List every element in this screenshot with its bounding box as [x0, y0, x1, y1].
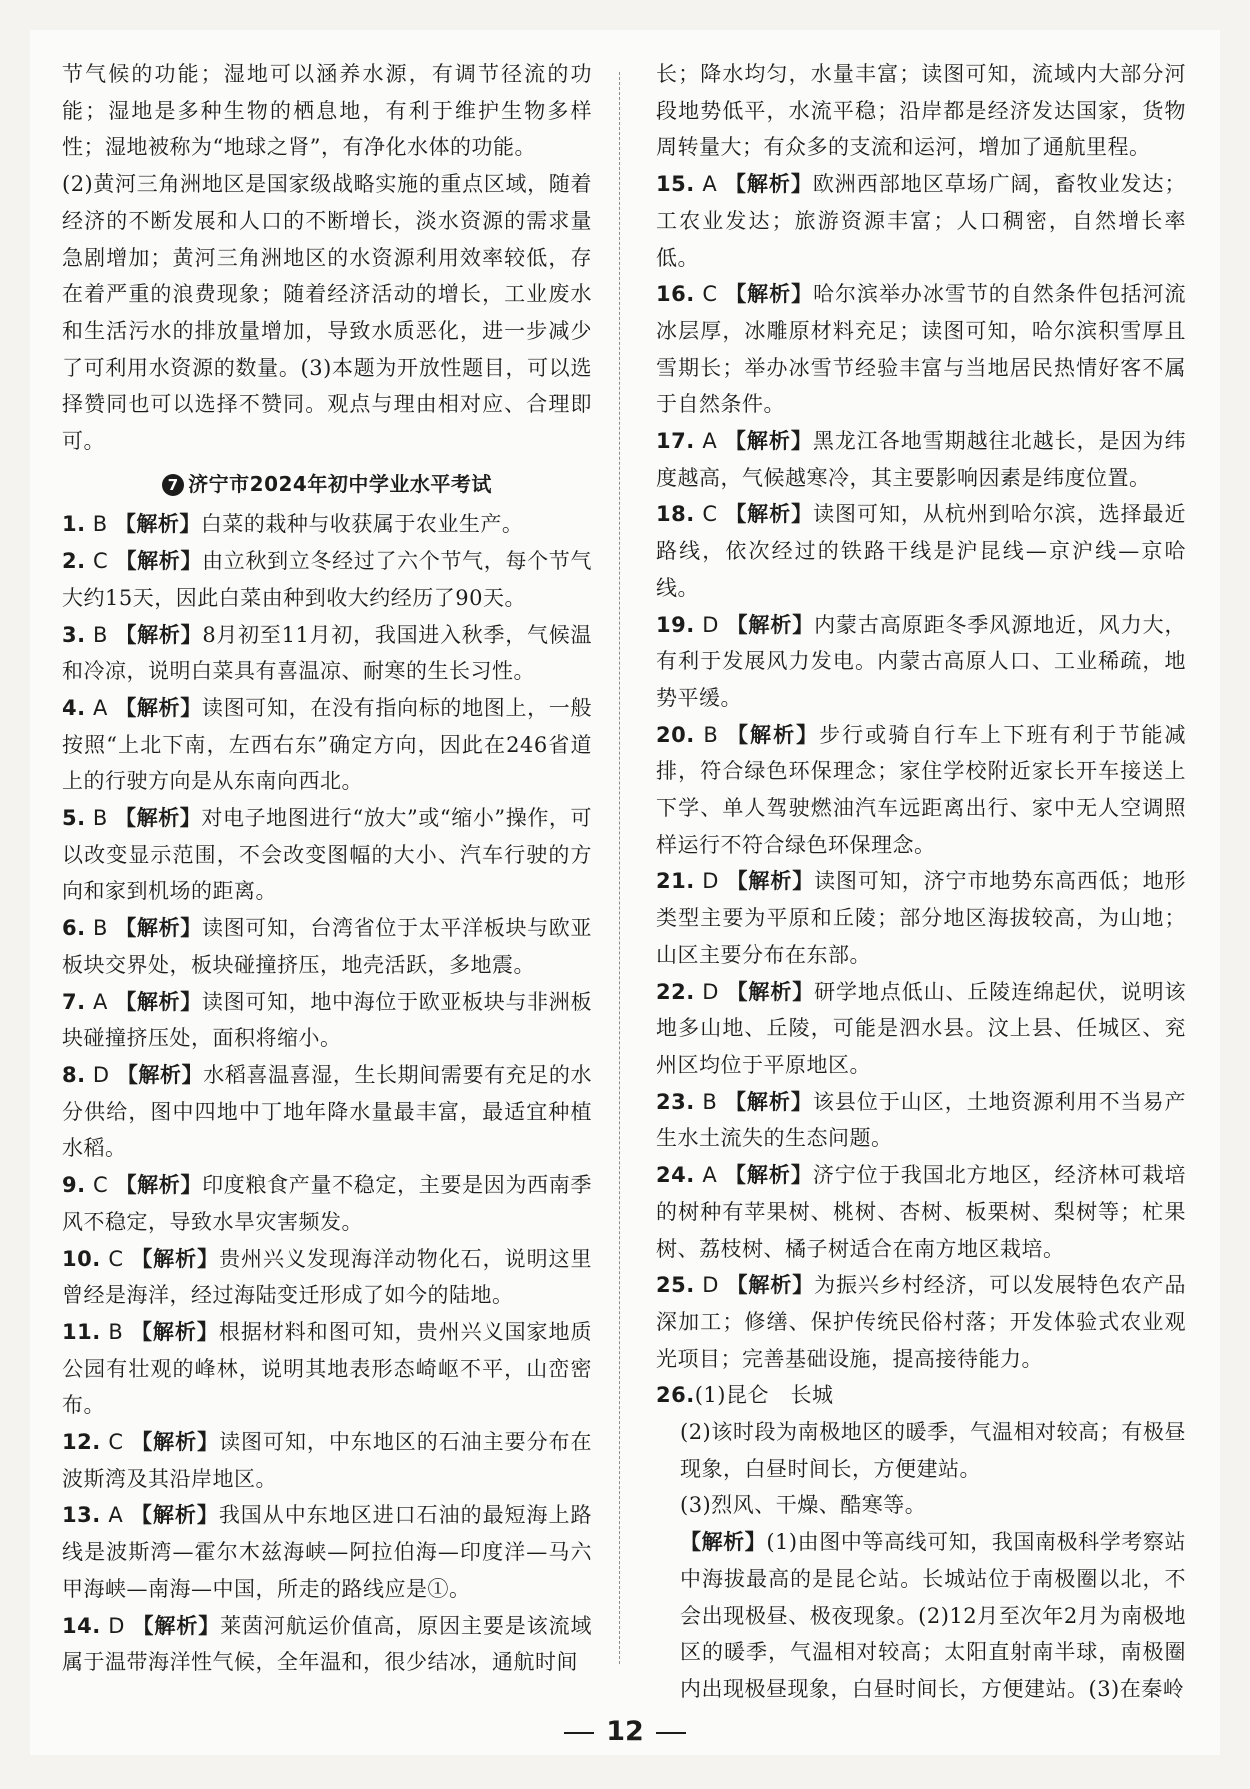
question-number: 20.: [656, 722, 695, 747]
right-answer-list: [656, 166, 1186, 1377]
analysis-tag: 【解析】: [130, 1503, 219, 1528]
analysis-text: 根据材料和图可知，贵州兴义国家地质公园有壮观的峰林，说明其地表形态崎岖不平，山峦密布。: [62, 1319, 592, 1418]
answer-item: [656, 974, 1186, 1084]
question-number: 25.: [656, 1273, 695, 1298]
answer-item: [656, 1267, 1186, 1377]
section-title-text: 济宁市2024年初中学业水平考试: [188, 471, 492, 496]
analysis-tag: 【解析】: [115, 695, 202, 720]
analysis-tag: 【解析】: [726, 979, 815, 1004]
answer-item: [656, 863, 1186, 973]
question-number: 2.: [62, 549, 86, 574]
analysis-text: 由立秋到立冬经过了六个节气，每个节气大约15天，因此白菜由种到收大约经历了90天。: [62, 549, 592, 610]
question-number: 1.: [62, 512, 86, 537]
analysis-text: 我国从中东地区进口石油的最短海上路线是波斯湾—霍尔木兹海峡—阿拉伯海—印度洋—马六甲海峡—南海—中国，所走的路线应是①。: [62, 1503, 592, 1601]
answer-item: [62, 543, 592, 616]
analysis-text: 研学地点低山、丘陵连绵起伏，说明该地多山地、丘陵，可能是泗水县。汶上县、任城区、兖州区均位于平原地区。: [656, 979, 1186, 1077]
question-number: 23.: [656, 1089, 695, 1114]
analysis-tag: 【解析】: [680, 1530, 767, 1555]
analysis-text: 哈尔滨举办冰雪节的自然条件包括河流冰层厚，冰雕原材料充足；读图可知，哈尔滨积雪厚且雪期长；举办冰雪节经验丰富与当地居民热情好客不属于自然条件。: [656, 282, 1187, 417]
answer-choice: A: [702, 429, 718, 454]
answer-choice: C: [702, 282, 718, 307]
question-number: 17.: [656, 429, 695, 454]
answer-item: [62, 1241, 592, 1314]
analysis-tag: 【解析】: [115, 989, 202, 1014]
left-answer-list: [62, 506, 592, 1681]
column-divider: [619, 72, 620, 1664]
answer-choice: B: [92, 916, 108, 941]
answer-item: [62, 910, 592, 983]
analysis-tag: 【解析】: [725, 502, 814, 527]
answer-item: [62, 506, 592, 543]
analysis-tag: 【解析】: [726, 1273, 815, 1298]
q26-analysis: (1)由图中等高线可知，我国南极科学考察站中海拔最高的是昆仑站。长城站位于南极圈以北，不会出现极昼、极夜现象。(2)12月至次年2月为南极地区的暖季，气温相对较高；太阳直射南半球，南极圈内出现极昼现象，白昼时间长，方便建站。(3)在秦岭: [680, 1530, 1187, 1701]
question-number: 10.: [62, 1246, 101, 1271]
answer-choice: D: [92, 1062, 110, 1087]
analysis-text: 读图可知，中东地区的石油主要分布在波斯湾及其沿岸地区。: [62, 1430, 593, 1491]
analysis-tag: 【解析】: [114, 512, 201, 537]
analysis-tag: 【解析】: [726, 612, 815, 637]
question-number: 7.: [62, 989, 86, 1014]
answer-item: [62, 617, 592, 690]
answer-item: [62, 1167, 592, 1240]
question-number: 14.: [62, 1613, 101, 1638]
question-number: 12.: [62, 1430, 101, 1455]
left-column: [62, 56, 592, 1681]
analysis-text: 黑龙江各地雪期越往北越长，是因为纬度越高，气候越寒冷，其主要影响因素是纬度位置。: [656, 429, 1186, 490]
analysis-tag: 【解析】: [727, 722, 820, 747]
analysis-text: 印度粮食产量不稳定，主要是因为西南季风不稳定，导致水旱灾害频发。: [62, 1173, 592, 1234]
answer-choice: B: [92, 512, 108, 537]
answer-choice: B: [93, 622, 108, 647]
analysis-text: 8月初至11月初，我国进入秋季，气候温和冷凉，说明白菜具有喜温凉、耐寒的生长习性。: [62, 622, 592, 684]
question-number: 11.: [62, 1319, 101, 1344]
question-number: 19.: [656, 612, 695, 637]
analysis-tag: 【解析】: [724, 429, 813, 454]
analysis-tag: 【解析】: [725, 282, 814, 307]
answer-item: [62, 1608, 592, 1681]
question-number: 22.: [656, 979, 695, 1004]
analysis-tag: 【解析】: [724, 1089, 813, 1114]
left-intro-paragraph-1: 节气候的功能；湿地可以涵养水源，有调节径流的功能；湿地是多种生物的栖息地，有利于维护生物多样性；湿地被称为“地球之肾”，有净化水体的功能。: [62, 62, 592, 160]
answer-choice: B: [92, 806, 108, 831]
analysis-text: 水稻喜温喜湿，生长期间需要有充足的水分供给，图中四地中丁地年降水量最丰富，最适宜种植水稻。: [62, 1062, 592, 1161]
analysis-text: 读图可知，济宁市地势东高西低；地形类型主要为平原和丘陵；部分地区海拔较高，为山地；山区主要分布在东部。: [656, 869, 1186, 967]
q26-answer-2: (2)该时段为南极地区的暖季，气温相对较高；有极昼现象，白昼时间长，方便建站。: [680, 1420, 1186, 1481]
analysis-text: 白菜的栽种与收获属于农业生产。: [200, 512, 524, 537]
answer-choice: A: [92, 695, 108, 720]
analysis-text: 莱茵河航运价值高，原因主要是该流域属于温带海洋性气候，全年温和，很少结冰，通航时间: [62, 1613, 592, 1675]
question-number: 16.: [656, 282, 695, 307]
footer-dash-right: [656, 1732, 686, 1734]
analysis-tag: 【解析】: [115, 622, 203, 647]
analysis-tag: 【解析】: [724, 1163, 813, 1188]
answer-choice: A: [108, 1503, 124, 1528]
answer-item: [62, 1497, 592, 1607]
analysis-tag: 【解析】: [132, 1613, 221, 1638]
analysis-text: 对电子地图进行“放大”或“缩小”操作，可以改变显示范围，不会改变图幅的大小、汽车行驶的方向和家到机场的距离。: [62, 806, 592, 904]
analysis-text: 读图可知，台湾省位于太平洋板块与欧亚板块交界处，板块碰撞挤压，地壳活跃，多地震。: [62, 916, 592, 977]
answer-choice: C: [702, 502, 718, 527]
analysis-text: 为振兴乡村经济，可以发展特色农产品深加工；修缮、保护传统民俗村落；开发体验式农业观光项目；完善基础设施，提高接待能力。: [656, 1273, 1186, 1371]
question-26: [656, 1377, 1186, 1707]
question-number: 4.: [62, 695, 86, 720]
analysis-text: 读图可知，在没有指向标的地图上，一般按照“上北下南，左西右东”确定方向，因此在246省道上的行驶方向是从东南向西北。: [62, 695, 592, 794]
q26-answer-1: (1)昆仑 长城: [694, 1383, 834, 1408]
right-column: [656, 56, 1186, 1708]
analysis-tag: 【解析】: [115, 916, 202, 941]
answer-item: [62, 800, 592, 910]
analysis-text: 欧洲西部地区草场广阔，畜牧业发达；工农业发达；旅游资源丰富；人口稠密，自然增长率低。: [656, 172, 1186, 270]
question-number: 8.: [62, 1062, 86, 1087]
answer-item: [656, 166, 1186, 276]
answer-item: [62, 1057, 592, 1167]
answer-choice: D: [702, 612, 719, 637]
analysis-text: 读图可知，从杭州到哈尔滨，选择最近路线，依次经过的铁路干线是沪昆线—京沪线—京哈线。: [656, 502, 1187, 600]
question-number: 18.: [656, 502, 695, 527]
question-number: 26.: [656, 1383, 695, 1408]
answer-item: [656, 276, 1186, 423]
right-intro-paragraph: 长；降水均匀，水量丰富；读图可知，流域内大部分河段地势低平，水流平稳；沿岸都是经济发达国家，货物周转量大；有众多的支流和运河，增加了通航里程。: [656, 62, 1186, 160]
answer-item: [656, 1157, 1186, 1267]
answer-choice: A: [702, 172, 718, 197]
analysis-tag: 【解析】: [131, 1246, 220, 1271]
analysis-text: 贵州兴义发现海洋动物化石，说明这里曾经是海洋，经过海陆变迁形成了如今的陆地。: [62, 1246, 593, 1308]
answer-choice: D: [108, 1613, 125, 1638]
answer-item: [62, 690, 592, 800]
answer-item: [62, 984, 592, 1057]
question-number: 13.: [62, 1503, 101, 1528]
answer-choice: C: [108, 1430, 124, 1455]
analysis-text: 济宁位于我国北方地区，经济林可栽培的树种有苹果树、桃树、杏树、板栗树、梨树等；杧果树、荔枝树、橘子树适合在南方地区栽培。: [656, 1163, 1186, 1261]
answer-item: [62, 1314, 592, 1424]
question-number: 3.: [62, 622, 86, 647]
answer-item: [656, 1084, 1186, 1157]
page-number: 12: [606, 1716, 644, 1747]
analysis-tag: 【解析】: [115, 1173, 203, 1198]
question-number: 5.: [62, 806, 86, 831]
analysis-text: 步行或骑自行车上下班有利于节能减排，符合绿色环保理念；家住学校附近家长开车接送上下学、单人驾驶燃油汽车远距离出行、家中无人空调照样运行不符合绿色环保理念。: [656, 722, 1186, 857]
question-number: 6.: [62, 916, 86, 941]
analysis-tag: 【解析】: [130, 1319, 219, 1344]
answer-choice: C: [92, 549, 109, 574]
answer-choice: B: [108, 1319, 124, 1344]
answer-choice: D: [702, 869, 719, 894]
analysis-tag: 【解析】: [115, 806, 202, 831]
left-intro-paragraph-2: (2)黄河三角洲地区是国家级战略实施的重点区域，随着经济的不断发展和人口的不断增长，淡水资源的需求量急剧增加；黄河三角洲地区的水资源利用效率较低，存在着严重的浪费现象；随着经济活动的增长，工业废水和生活污水的排放量增加，导致水质恶化，进一步减少了可利用水资源的数量。(3)本题为开放性题目，可以选择赞同也可以选择不赞同。观点与理由相对应、合理即可。: [62, 172, 592, 454]
q26-answer-3: (3)烈风、干燥、酷寒等。: [680, 1493, 927, 1518]
answer-choice: D: [702, 979, 719, 1004]
analysis-tag: 【解析】: [724, 172, 813, 197]
analysis-text: 该县位于山区，土地资源利用不当易产生水土流失的生态问题。: [656, 1089, 1186, 1151]
section-number-badge: 7: [162, 474, 184, 496]
question-number: 24.: [656, 1163, 695, 1188]
analysis-tag: 【解析】: [131, 1430, 220, 1455]
answer-item: [656, 496, 1186, 606]
page-footer: [0, 1716, 1250, 1747]
analysis-tag: 【解析】: [726, 869, 815, 894]
answer-choice: B: [703, 722, 719, 747]
analysis-tag: 【解析】: [116, 1062, 204, 1087]
question-number: 9.: [62, 1173, 86, 1198]
question-number: 21.: [656, 869, 695, 894]
answer-choice: A: [702, 1163, 718, 1188]
analysis-text: 内蒙古高原距冬季风源地近，风力大，有利于发展风力发电。内蒙古高原人口、工业稀疏，地势平缓。: [656, 612, 1186, 710]
section-title: [62, 466, 592, 503]
analysis-tag: 【解析】: [115, 549, 203, 574]
answer-choice: C: [92, 1173, 109, 1198]
footer-dash-left: [564, 1732, 594, 1734]
answer-item: [656, 607, 1186, 717]
answer-choice: A: [92, 989, 108, 1014]
answer-item: [656, 423, 1186, 496]
question-number: 15.: [656, 172, 695, 197]
answer-choice: D: [702, 1273, 719, 1298]
analysis-text: 读图可知，地中海位于欧亚板块与非洲板块碰撞挤压处，面积将缩小。: [62, 989, 592, 1051]
answer-item: [62, 1424, 592, 1497]
answer-choice: C: [108, 1246, 124, 1271]
answer-item: [656, 717, 1186, 864]
answer-choice: B: [702, 1089, 718, 1114]
